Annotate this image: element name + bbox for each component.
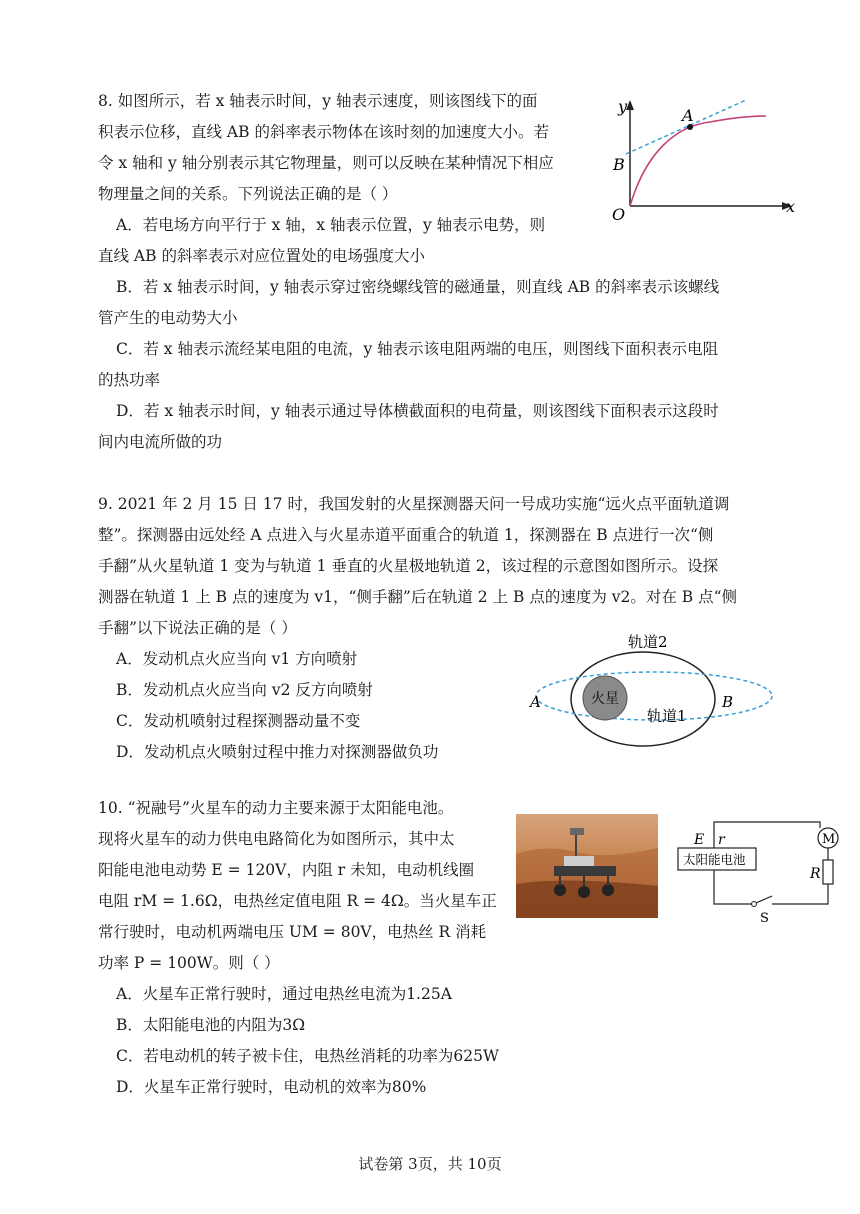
switch-contact: [752, 902, 757, 907]
q8-line: 8. 如图所示，若 x 轴表示时间，y 轴表示速度，则该图线下的面: [98, 92, 538, 110]
q8-line: 积表示位移，直线 AB 的斜率表示物体在该时刻的加速度大小。若: [98, 123, 549, 141]
orbit1-label: 轨道1: [647, 707, 687, 725]
mars-label: 火星: [591, 691, 619, 707]
resistor-icon: [823, 860, 833, 884]
q9-line: 整”。探测器由远处经 A 点进入与火星赤道平面重合的轨道 1，探测器在 B 点进行一次“侧: [98, 526, 714, 544]
question-10: [98, 793, 518, 979]
q10-line: 常行驶时，电动机两端电压 UM = 80V，电热丝 R 消耗: [98, 923, 487, 941]
curve: [630, 116, 766, 206]
q9-option-d: D．发动机点火喷射过程中推力对探测器做负功: [116, 743, 439, 761]
q10-line: 10. “祝融号”火星车的动力主要来源于太阳能电池。: [98, 799, 454, 817]
orbit2-label: 轨道2: [628, 633, 668, 651]
q9-option-c: C．发动机喷射过程探测器动量不变: [116, 712, 361, 730]
q9-line: 测器在轨道 1 上 B 点的速度为 v1，“侧手翻”后在轨道 2 上 B 点的速度为 v2。对在 B 点“侧: [98, 588, 738, 606]
y-axis-arrow-icon: [626, 100, 634, 110]
x-label: x: [786, 197, 796, 216]
b-label: B: [613, 155, 625, 174]
q10-line: 现将火星车的动力供电电路简化为如图所示，其中太: [98, 830, 455, 848]
q8-option-b-cont: 管产生的电动势大小: [98, 309, 238, 327]
q8-option-d-cont: 间内电流所做的功: [98, 433, 223, 451]
q10-line: 阳能电池电动势 E = 120V，内阻 r 未知，电动机线圈: [98, 861, 475, 879]
e-label: E: [694, 832, 705, 848]
resistor-label: R: [810, 866, 821, 882]
r-label: r: [718, 832, 725, 848]
q8-option-a: A．若电场方向平行于 x 轴，x 轴表示位置，y 轴表示电势，则: [116, 216, 546, 234]
page-footer: 试卷第 3页，共 10页: [358, 1155, 502, 1173]
q9-orbit-figure: [524, 626, 774, 754]
q10-circuit-figure: [672, 814, 842, 926]
q8-option-b: B．若 x 轴表示时间，y 轴表示穿过密绕螺线管的磁通量，则直线 AB 的斜率表示该螺线: [116, 278, 720, 296]
q9-line: 手翻”以下说法正确的是（ ）: [98, 619, 297, 637]
q10-option-c: C．若电动机的转子被卡住，电热丝消耗的功率为625W: [116, 1047, 499, 1065]
q8-line: 物理量之间的关系。下列说法正确的是（ ）: [98, 185, 398, 203]
q9-line: 手翻”从火星轨道 1 变为与轨道 1 垂直的火星极地轨道 2，该过程的示意图如图所示。设探: [98, 557, 719, 575]
battery-label: 太阳能电池: [683, 852, 746, 867]
q10-line: 电阻 rM = 1.6Ω，电热丝定值电阻 R = 4Ω。当火星车正: [98, 892, 497, 910]
switch-icon: [756, 896, 772, 903]
mars-rover-photo: [516, 814, 658, 918]
q10-option-b: B．太阳能电池的内阻为3Ω: [116, 1016, 306, 1034]
q9-option-b: B．发动机点火应当向 v2 反方向喷射: [116, 681, 373, 699]
o-label: O: [612, 205, 626, 224]
a-label: A: [682, 106, 694, 125]
a-label: A: [530, 693, 541, 711]
q8-option-a-cont: 直线 AB 的斜率表示对应位置处的电场强度大小: [98, 247, 425, 265]
q8-line: 令 x 轴和 y 轴分别表示其它物理量，则可以反映在某种情况下相应: [98, 154, 554, 172]
q10-option-d: D．火星车正常行驶时，电动机的效率为80%: [116, 1078, 427, 1096]
q8-graph-figure: [606, 92, 802, 224]
motor-label: M: [822, 832, 836, 847]
q8-option-c-cont: 的热功率: [98, 371, 161, 389]
q9-option-a: A．发动机点火应当向 v1 方向喷射: [116, 650, 358, 668]
q8-option-d: D．若 x 轴表示时间，y 轴表示通过导体横截面积的电荷量，则该图线下面积表示这段时: [116, 402, 719, 420]
rover-illustration: [516, 814, 658, 918]
q8-option-c: C．若 x 轴表示流经某电阻的电流，y 轴表示该电阻两端的电压，则图线下面积表示电阻: [116, 340, 719, 358]
y-label: y: [618, 97, 628, 116]
q10-option-a: A．火星车正常行驶时，通过电热丝电流为1.25A: [116, 985, 452, 1003]
switch-label: S: [760, 911, 769, 926]
q9-line: 9. 2021 年 2 月 15 日 17 时，我国发射的火星探测器天问一号成功实施“远火点平面轨道调: [98, 495, 730, 513]
q10-line: 功率 P = 100W。则（ ）: [98, 954, 280, 972]
question-10-options: [98, 979, 790, 1103]
b-label: B: [722, 693, 734, 711]
